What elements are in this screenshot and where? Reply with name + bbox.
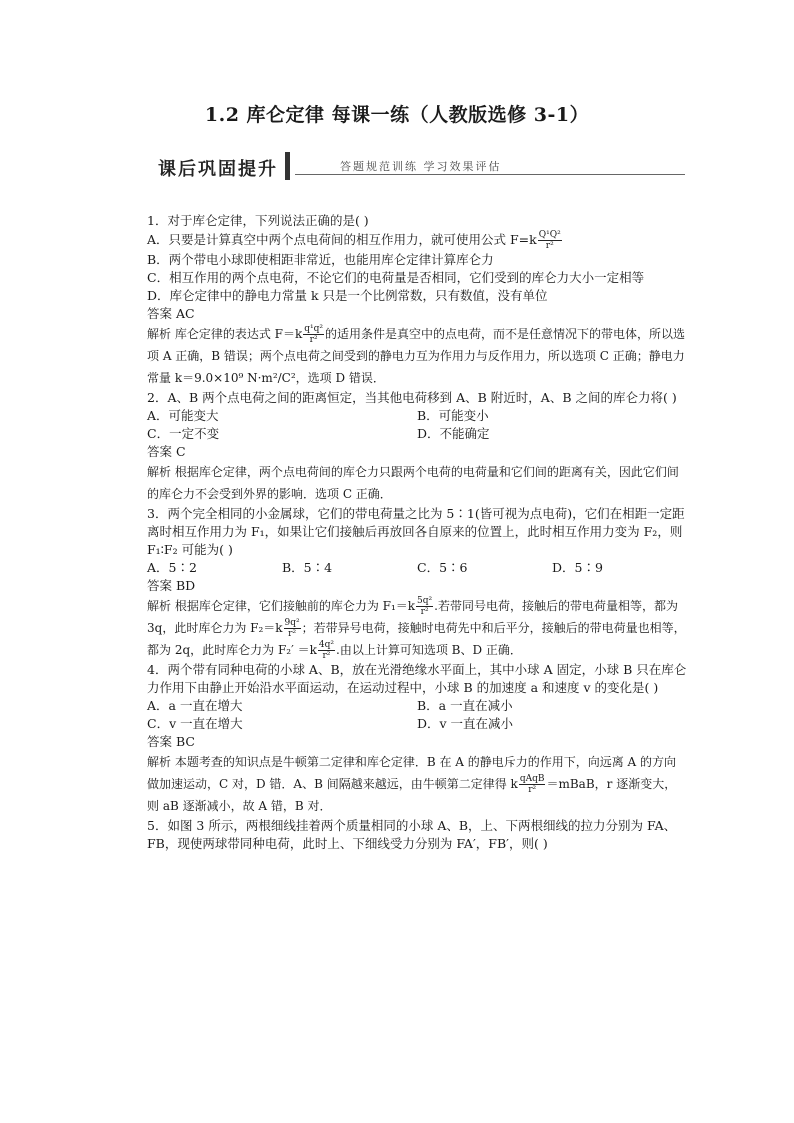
q1-option-b: B．两个带电小球即使相距非常近，也能用库仑定律计算库仑力 [147, 252, 494, 267]
q1-analysis-fraction: $\frac{\text{q¹q²}}{\text{r²}}$ [304, 324, 323, 345]
q3-fraction-2: $\frac{\text{9q²}}{\text{r²}}$ [284, 618, 300, 639]
q2-answer: 答案 C [147, 444, 186, 459]
q3-option-d: D．5∶9 [552, 560, 603, 575]
page-title: 1.2 库仑定律 每课一练（人教版选修 3-1） [204, 104, 590, 126]
q4-option-a: A．a 一直在增大 [147, 698, 243, 713]
q1-option-a: A．只要是计算真空中两个点电荷间的相互作用力，就可使用公式 F=k $\frac{\text{Q¹Q²}}{\text{r²}}$ [147, 230, 561, 251]
banner-title: 课后巩固提升 [158, 159, 278, 180]
q1-option-d: D．库仑定律中的静电力常量 k 只是一个比例常数，只有数值，没有单位 [147, 288, 548, 303]
q4-options [147, 697, 687, 733]
q4-fraction: $\frac{\text{qAqB}}{\text{r²}}$ [519, 774, 545, 795]
banner-subtitle: 答题规范训练 学习效果评估 [340, 160, 502, 173]
q2-analysis: 解析 根据库仑定律，两个点电荷间的库仑力只跟两个电荷的电荷量和它们间的距离有关，因此它们间的库仑力不会受到外界的影响．选项 C 正确． [147, 465, 679, 501]
banner-line [295, 174, 685, 175]
q2-option-a: A．可能变大 [147, 408, 219, 423]
q2-options [147, 407, 687, 443]
q2-option-d: D．不能确定 [417, 426, 490, 441]
q1-analysis: 解析 库仑定律的表达式 F＝k $\frac{\text{q¹q²}}{\text{r²}}$ 的适用条件是真空中的点电荷，而不是任意情况下的带电体，所以选项 A 正确，B 错误；两个点电荷之间受到的静电力互为作用力与反作用力，所以选项 C 正确；静电力常量 k＝9.0×10⁹ N·m²/C²，选项 D 错误． [147, 324, 685, 385]
q4-analysis: 解析 本题考查的知识点是牛顿第二定律和库仑定律．B 在 A 的静电斥力的作用下，向远离 A 的方向做加速运动，C 对，D 错．A、B 间隔越来越远，由牛顿第二定律得 k $\frac{\text{qAqB}}{\text{r²}}$ ＝mBaB，r 逐渐变大，则 aB 逐渐减小，故 A 错，B 对． [147, 755, 677, 813]
q1-answer: 答案 AC [147, 306, 195, 321]
q4-answer: 答案 BC [147, 734, 195, 749]
q3-options [147, 559, 687, 577]
q2-option-c: C．一定不变 [147, 426, 220, 441]
q3-fraction-1: $\frac{\text{5q²}}{\text{r²}}$ [417, 596, 433, 617]
q3-analysis: 解析 根据库仑定律，它们接触前的库仑力为 F₁＝k $\frac{\text{5q²}}{\text{r²}}$ .若带同号电荷，接触后的带电荷量相等，都为 3q，此时库仑力为 F₂＝k $\frac{\text{9q²}}{\text{r²}}$ ；若带异号电荷，接触时电荷先中和后平分，接触后的带电荷量也相等，都为 2q，此时库仑力为 F₂′ ＝k $\frac{\text{4q²}}{\text{r²}}$ .由以上计算可知选项 B、D 正确． [147, 596, 686, 661]
q3-stem: 3．两个完全相同的小金属球，它们的带电荷量之比为 5∶1(皆可视为点电荷)，它们在相距一定距离时相互作用力为 F₁，如果让它们接触后再放回各自原来的位置上，此时相互作用力变为 F₂，则 F₁∶F₂ 可能为( ) [147, 506, 685, 557]
banner-box [150, 152, 290, 180]
q2-option-b: B．可能变小 [417, 408, 489, 423]
q3-answer: 答案 BD [147, 578, 196, 593]
q3-fraction-3: $\frac{\text{4q²}}{\text{r²}}$ [318, 640, 335, 661]
q1-option-c: C．相互作用的两个点电荷，不论它们的电荷量是否相同，它们受到的库仑力大小一定相等 [147, 270, 645, 285]
q3-option-c: C．5∶6 [417, 560, 468, 575]
q2-stem: 2．A、B 两个点电荷之间的距离恒定，当其他电荷移到 A、B 附近时，A、B 之间的库仑力将( ) [147, 390, 677, 405]
q4-stem: 4．两个带有同种电荷的小球 A、B，放在光滑绝缘水平面上，其中小球 A 固定，小球 B 只在库仑力作用下由静止开始沿水平面运动，在运动过程中，小球 B 的加速度 a 和速度 v 的变化是( ) [147, 662, 687, 695]
q5-stem: 5．如图 3 所示，两根细线挂着两个质量相同的小球 A、B，上、下两根细线的拉力分别为 FA、FB，现使两球带同种电荷，此时上、下细线受力分别为 FA′，FB′，则( ) [147, 818, 677, 851]
q3-option-b: B．5∶4 [282, 560, 333, 575]
q4-option-d: D．v 一直在减小 [417, 716, 514, 731]
q1-fraction: $\frac{\text{Q¹Q²}}{\text{r²}}$ [538, 230, 561, 251]
q3-option-a: A．5∶2 [147, 560, 197, 575]
content [147, 212, 687, 853]
section-banner [150, 152, 685, 182]
q4-option-b: B．a 一直在减小 [417, 698, 513, 713]
q4-option-c: C．v 一直在增大 [147, 716, 243, 731]
q1-stem: 1．对于库仑定律，下列说法正确的是( ) [147, 213, 369, 228]
